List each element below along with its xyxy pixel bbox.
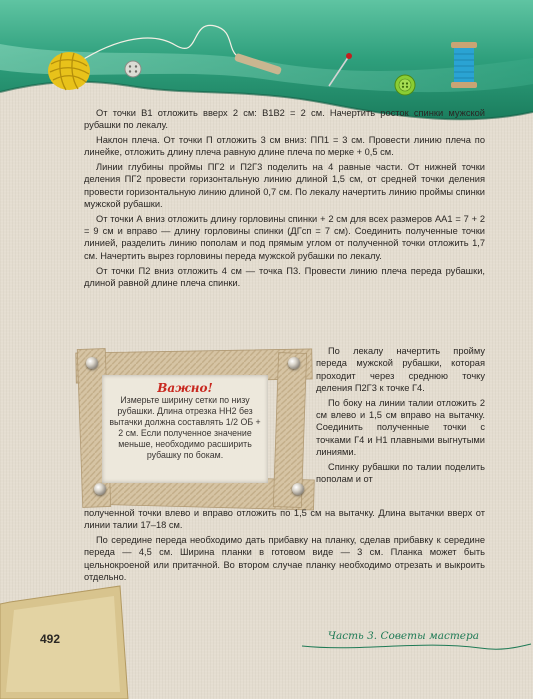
thread-spool-icon bbox=[446, 40, 482, 90]
paragraph: Наклон плеча. От точки П отложить 3 см вниз: ПП1 = 3 см. Провести линию плеча по линейке, отложить длину плеча равную длине плеча по мерке + 0,5 см. bbox=[84, 135, 485, 158]
paragraph: По лекалу начертить пройму переда мужской рубашки, которая проходит через среднюю точку деления П2Г3 к точке Г4. bbox=[316, 346, 485, 393]
paragraph: По боку на линии талии отложить 2 см влево и 1,5 см вправо на вытачку. Соединить полученные точки с точками Г4 и Н1 плавными выгнутыми линиями. bbox=[316, 397, 485, 457]
note-body: Измерьте ширину сетки по низу рубашки. Длина отрезка НН2 без вытачки должна составлять 1/2 ОБ + 2 см. Если полученное значение меньше, необходимо расширить рубашку по бокам. bbox=[109, 395, 261, 460]
needle-icon bbox=[325, 50, 355, 90]
note-frame bbox=[70, 345, 318, 513]
envelope-icon bbox=[0, 580, 130, 699]
paragraph: По середине переда необходимо дать прибавку на планку, сделав прибавку к середине переда — 4,5 см. Ширина планки в готовом виде — 3 см. Планка может быть цельнокроеной или притачной. Во втором случае планку необходимо отрезать и выкроить отдельно. bbox=[84, 535, 485, 582]
pin-icon bbox=[394, 74, 416, 96]
body-text-bottom bbox=[84, 507, 485, 586]
body-text-right bbox=[316, 345, 485, 488]
body-text-top bbox=[84, 107, 485, 292]
paragraph: Линии глубины проймы ПГ2 и П2Г3 поделить на 4 равные части. От нижней точки деления ПГ2 провести горизонтальную линию длиной 1,5 см, от средней точки деления провести горизонтальную линию длиной 0,7 см. По лекалу начертить линию проймы спинки мужской рубашки. bbox=[84, 162, 485, 210]
paragraph: Спинку рубашки по талии поделить пополам и от bbox=[316, 461, 485, 484]
paragraph: От точки П2 вниз отложить 4 см — точка П3. Провести линию плеча переда рубашки, длиной равной длине плеча спинки. bbox=[84, 265, 485, 288]
rivet-icon bbox=[94, 483, 106, 495]
chalk-icon bbox=[230, 52, 286, 76]
paragraph: полученной точки влево и вправо отложить по 1,5 см на вытачку. Длина вытачки вверх от линии талии 17–18 см. bbox=[84, 508, 485, 531]
note-box bbox=[102, 375, 268, 483]
rivet-icon bbox=[292, 483, 304, 495]
button-icon bbox=[124, 60, 142, 78]
page-number: 492 bbox=[40, 632, 61, 646]
note-title: Важно! bbox=[157, 381, 213, 395]
paragraph: От точки В1 отложить вверх 2 см: В1В2 = 2 см. Начертить росток спинки мужской рубашки по лекалу. bbox=[84, 108, 485, 131]
rivet-icon bbox=[288, 357, 300, 369]
section-title: Часть 3. Советы мастера bbox=[327, 630, 479, 642]
yarn-ball-icon bbox=[46, 50, 92, 92]
paragraph: От точки А вниз отложить длину горловины спинки + 2 см для всех размеров АА1 = 7 + 2 = 9 см и вправо — длину горловины спинки (ДГсп = 7 см). Соединить полученные точки линией, разделить линию пополам и под прямым углом от полученной точки отложить 1,7 см. Начертить вырез горловины переда мужской рубашки по лекалу. bbox=[84, 213, 485, 261]
rivet-icon bbox=[86, 357, 98, 369]
